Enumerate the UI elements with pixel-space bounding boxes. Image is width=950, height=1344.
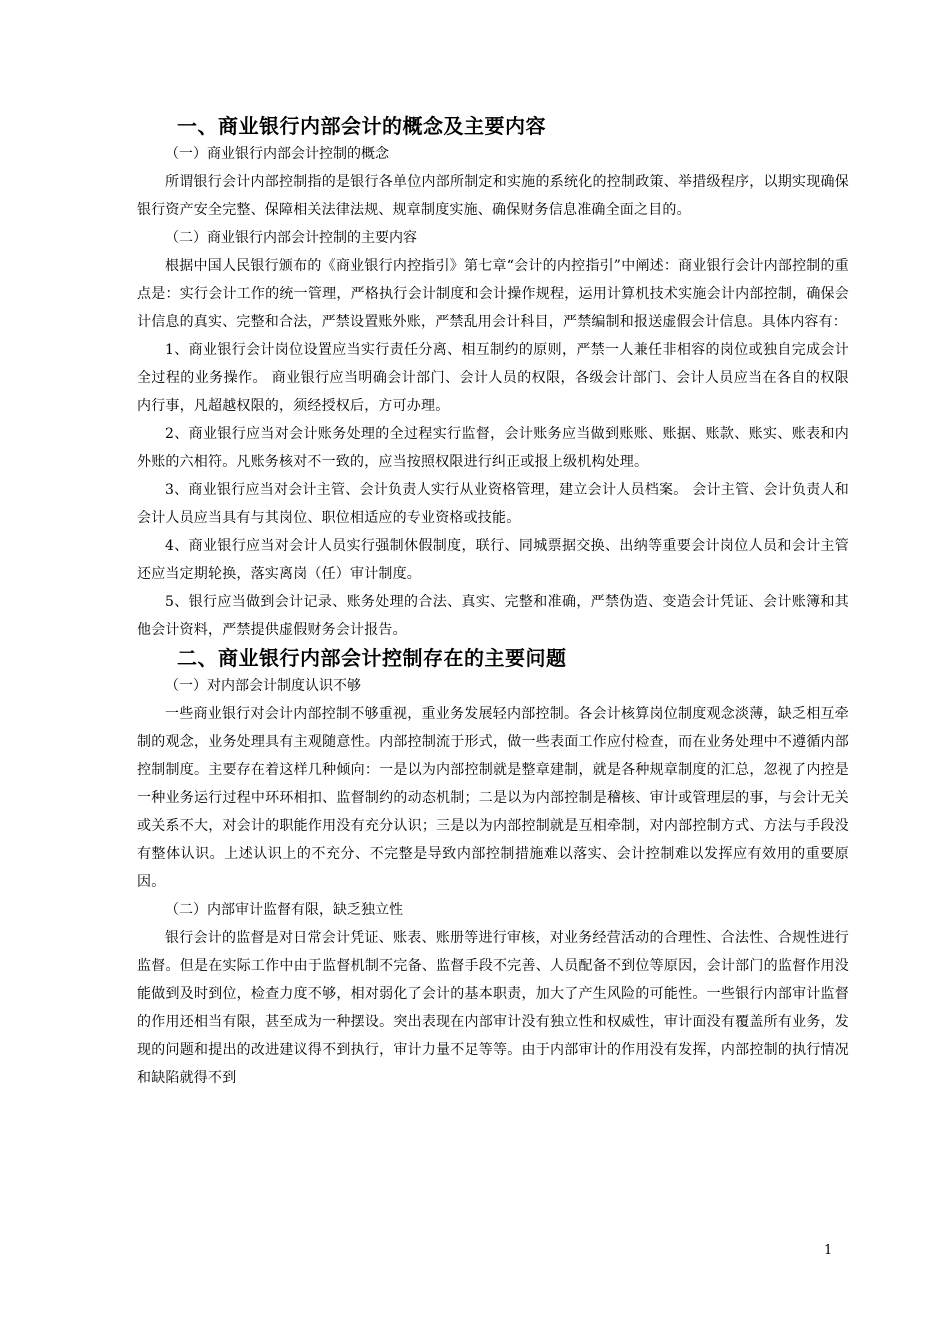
body-paragraph: 4、商业银行应当对会计人员实行强制休假制度，联行、同城票据交换、出纳等重要会计岗位人员和会计主管还应当定期轮换，落实离岗（任）审计制度。	[137, 538, 849, 582]
page-content	[137, 112, 849, 1092]
page-number: 1	[824, 1243, 833, 1258]
body-paragraph: 银行会计的监督是对日常会计凭证、账表、账册等进行审核，对业务经营活动的合理性、合法性、合规性进行监督。但是在实际工作中由于监督机制不完备、监督手段不完善、人员配备不到位等原因，会计部门的监督作用没能做到及时到位，检查力度不够，相对弱化了会计的基本职责，加大了产生风险的可能性。一些银行内部审计监督的作用还相当有限，甚至成为一种摆设。突出表现在内部审计没有独立性和权威性，审计面没有覆盖所有业务，发现的问题和提出的改进建议得不到执行，审计力量不足等等。由于内部审计的作用没有发挥，内部控制的执行情况和缺陷就得不到	[137, 930, 849, 1086]
subsection-heading: （二）内部审计监督有限，缺乏独立性	[165, 902, 403, 918]
body-paragraph: 一些商业银行对会计内部控制不够重视，重业务发展轻内部控制。各会计核算岗位制度观念淡薄，缺乏相互牵制的观念，业务处理具有主观随意性。内部控制流于形式，做一些表面工作应付检查，而在业务处理中不遵循内部控制制度。主要存在着这样几种倾向：一是以为内部控制就是整章建制，就是各种规章制度的汇总，忽视了内控是一种业务运行过程中环环相扣、监督制约的动态机制；二是以为内部控制是稽核、审计或管理层的事，与会计无关或关系不大，对会计的职能作用没有充分认识；三是以为内部控制就是互相牵制，对内部控制方式、方法与手段没有整体认识。上述认识上的不充分、不完整是导致内部控制措施难以落实、会计控制难以发挥应有效用的重要原因。	[137, 706, 849, 890]
body-paragraph: 3、商业银行应当对会计主管、会计负责人实行从业资格管理，建立会计人员档案。 会计主管、会计负责人和会计人员应当具有与其岗位、职位相适应的专业资格或技能。	[137, 482, 849, 526]
section-heading: 一、商业银行内部会计的概念及主要内容	[177, 114, 546, 138]
body-paragraph: 根据中国人民银行颁布的《商业银行内控指引》第七章“会计的内控指引”中阐述：商业银行会计内部控制的重点是：实行会计工作的统一管理，严格执行会计制度和会计操作规程，运用计算机技术实施会计内部控制，确保会计信息的真实、完整和合法，严禁设置账外账，严禁乱用会计科目，严禁编制和报送虚假会计信息。具体内容有：	[137, 258, 849, 330]
subsection-heading: （一）商业银行内部会计控制的概念	[165, 146, 389, 162]
body-paragraph: 1、商业银行会计岗位设置应当实行责任分离、相互制约的原则，严禁一人兼任非相容的岗位或独自完成会计全过程的业务操作。 商业银行应当明确会计部门、会计人员的权限，各级会计部门、会计人员应当在各自的权限内行事，凡超越权限的，须经授权后，方可办理。	[137, 342, 849, 414]
section-heading: 二、商业银行内部会计控制存在的主要问题	[177, 646, 567, 670]
subsection-heading: （二）商业银行内部会计控制的主要内容	[165, 230, 417, 246]
body-paragraph: 5、银行应当做到会计记录、账务处理的合法、真实、完整和准确，严禁伪造、变造会计凭证、会计账簿和其他会计资料，严禁提供虚假财务会计报告。	[137, 594, 849, 638]
body-paragraph: 所谓银行会计内部控制指的是银行各单位内部所制定和实施的系统化的控制政策、举措级程序，以期实现确保银行资产安全完整、保障相关法律法规、规章制度实施、确保财务信息准确全面之目的。	[137, 174, 849, 218]
subsection-heading: （一）对内部会计制度认识不够	[165, 678, 361, 694]
body-paragraph: 2、商业银行应当对会计账务处理的全过程实行监督，会计账务应当做到账账、账据、账款、账实、账表和内外账的六相符。凡账务核对不一致的，应当按照权限进行纠正或报上级机构处理。	[137, 426, 849, 470]
